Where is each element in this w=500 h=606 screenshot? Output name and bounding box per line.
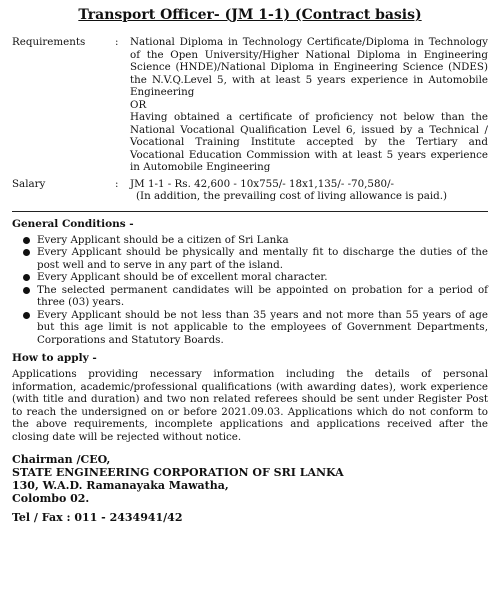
how-to-apply-body: Applications providing necessary information including the details of personal information, academic/professional qualifications (with awarding dates), work experience (with title and duration) and two non related referees should be sent under Register Post to reach the undersigned on or before 2021.09.03. Applications which do not conform to the above requirements, incomplete applications and applications received after the closing date will be rejected without notice. — [12, 368, 488, 443]
condition-text: Every Applicant should be not less than 35 years and not more than 55 years of age but this age limit is not applicable to the employees of Government Departments, Corporations and Statutory Boards. — [37, 308, 488, 346]
list-item — [12, 246, 488, 271]
condition-text: The selected permanent candidates will be appointed on probation for a period of three (03) years. — [37, 283, 488, 308]
requirements-colon: : — [115, 36, 119, 48]
salary-note: (In addition, the prevailing cost of living allowance is paid.) — [136, 190, 448, 202]
contact-block — [12, 453, 488, 524]
requirements-row — [12, 36, 488, 174]
section-divider — [12, 211, 488, 212]
bullet-icon — [23, 237, 30, 244]
bullet-icon — [23, 249, 30, 256]
requirements-paragraph-1: National Diploma in Technology Certificate/Diploma in Technology of the Open University/Higher National Diploma in Engineering Science (HNDE)/National Diploma in Engineering Science (NDES) the N.V.Q.Level 5, with at least 5 years experience in Automobile Engineering — [130, 36, 488, 98]
contact-telephone: Tel / Fax : 011 - 2434941/42 — [12, 511, 183, 524]
requirements-label: Requirements — [12, 36, 86, 48]
requirements-or: OR — [130, 98, 147, 111]
list-item — [12, 234, 488, 247]
how-to-apply-heading: How to apply - — [12, 352, 97, 364]
list-item — [12, 309, 488, 347]
salary-scale: JM 1-1 - Rs. 42,600 - 10x755/- 18x1,135/- -70,580/- — [130, 177, 395, 190]
contact-address-street: 130, W.A.D. Ramanayaka Mawatha, — [12, 479, 229, 492]
contact-title: Chairman /CEO, — [12, 453, 111, 466]
bullet-icon — [23, 312, 30, 319]
general-conditions-heading: General Conditions - — [12, 217, 134, 230]
salary-colon: : — [115, 177, 119, 190]
requirements-value — [130, 36, 488, 174]
list-item — [12, 271, 488, 284]
salary-value — [130, 178, 488, 203]
bullet-icon — [23, 287, 30, 294]
bullet-icon — [23, 274, 30, 281]
condition-text: Every Applicant should be of excellent moral character. — [37, 271, 328, 283]
contact-address-city: Colombo 02. — [12, 492, 90, 505]
requirements-paragraph-2: Having obtained a certificate of proficiency not below than the National Vocational Qualification Level 6, issued by a Technical / Vocational Training Institute accepted by the Tertiary and Vocational Education Commission with at least 5 years experience in Automobile Engineering — [130, 111, 488, 173]
salary-label: Salary — [12, 177, 46, 190]
salary-row — [12, 178, 488, 203]
general-conditions-list — [12, 234, 488, 347]
condition-text: Every Applicant should be a citizen of Sri Lanka — [37, 233, 289, 246]
condition-text: Every Applicant should be physically and mentally fit to discharge the duties of the post well and to serve in any part of the island. — [37, 246, 488, 271]
list-item — [12, 284, 488, 309]
contact-organization: STATE ENGINEERING CORPORATION OF SRI LANKA — [12, 466, 344, 479]
job-title: Transport Officer- (JM 1-1) (Contract basis) — [78, 7, 422, 23]
